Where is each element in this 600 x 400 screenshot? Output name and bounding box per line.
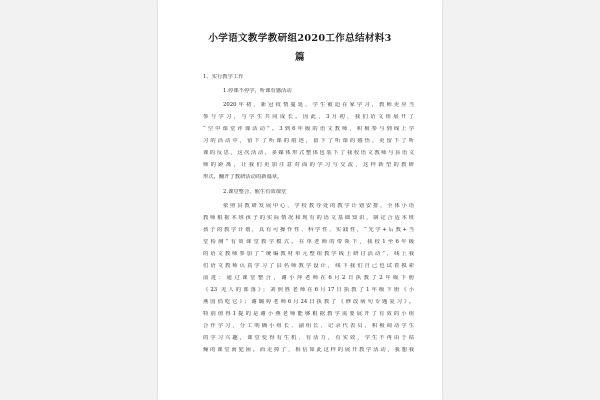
paragraph1-line: 2020年初，新冠疫情蔓延，学生被迫在家学习，教师更应当	[223, 102, 414, 108]
paragraph1-line: 参与学习，与学生共同成长。因此，3月初，我们语文组展开了	[203, 114, 414, 120]
paragraph2-line: 堂检测”有效课堂教学模式。在单老师的带领下，我校1至6年级	[203, 239, 414, 245]
paragraph2-line: 孩子的教学计划，具有可操作性、科学性、实践性，“先学+后教+当	[203, 227, 414, 233]
paragraph2-line: 教师根据本班孩子的实际情况和现有的语文基础知识，制定合适本班	[203, 215, 414, 221]
paragraph1-line: 形式，翻开了教研活动的新篇章。	[203, 174, 283, 180]
paragraph1-line: 课的反思，这次活动，多媒体形式整体包装下了我校语文教师与县语文	[203, 150, 414, 156]
paragraph2-line: 合作学习，分工明确小组长、副组长、记录代表员，积极调动学生	[203, 323, 414, 329]
subsection1-heading: 1.停课不停学，听课有感活动	[223, 88, 292, 94]
paragraph2-line: 的学习兴趣，课堂变得有生机、有活力，有实效，学生不再由于枯	[203, 335, 414, 341]
paragraph2-line: 前进：通过课堂整合，谢小萍老师在6月2日执教了2年级下册	[203, 275, 414, 281]
section1-heading: 1、实行教学工作	[203, 74, 244, 80]
paragraph2-line: 特别值得1提的是谢小燕老师能够根据教学需要展开了有效的小组	[203, 311, 414, 317]
document-title-line2: 篇	[295, 52, 305, 63]
paragraph2-line: 《23 羌人的部落》；刘照胜老师在6月17日执教了1年级下册《小	[203, 287, 414, 293]
document-title-line1: 小学语文教学教研组2020工作总结材料3	[208, 33, 392, 44]
paragraph2-line: 依照县教研发展中心、学校教导处的教学计划安排，全体小语	[223, 203, 414, 209]
subsection2-heading: 2.课堂整合，催生有效课堂	[223, 189, 287, 195]
paragraph2-line: 的语文教师参加了“统编教材单元整组教学线上研讨活动”，线上我	[203, 251, 414, 257]
paragraph1-line: 师的距离，让我们更加注意对面的学习与交流，这样新型的教研	[203, 162, 414, 168]
paragraph2-line: 燕国俏吃它》；谢璐婷老师6月24日执教了《修改病句专题复习》。	[203, 299, 414, 305]
paragraph2-line: 们语文教师认真学习了县名师教学设计，线下我们自己也试着摸索	[203, 263, 414, 269]
paragraph2-line: 燥的课堂而犯困。而走掉了，相信如此这样的展开教学活动，我想我	[203, 347, 414, 353]
paragraph1-line: “空中课堂评课活动”。3到6年级的语文教师，积极参与到线上学	[203, 126, 414, 132]
document-page	[158, 0, 442, 400]
paragraph1-line: 习的活动中，留下了听课的痕迹，留下了听课的感悟，更留下了听	[203, 138, 414, 144]
